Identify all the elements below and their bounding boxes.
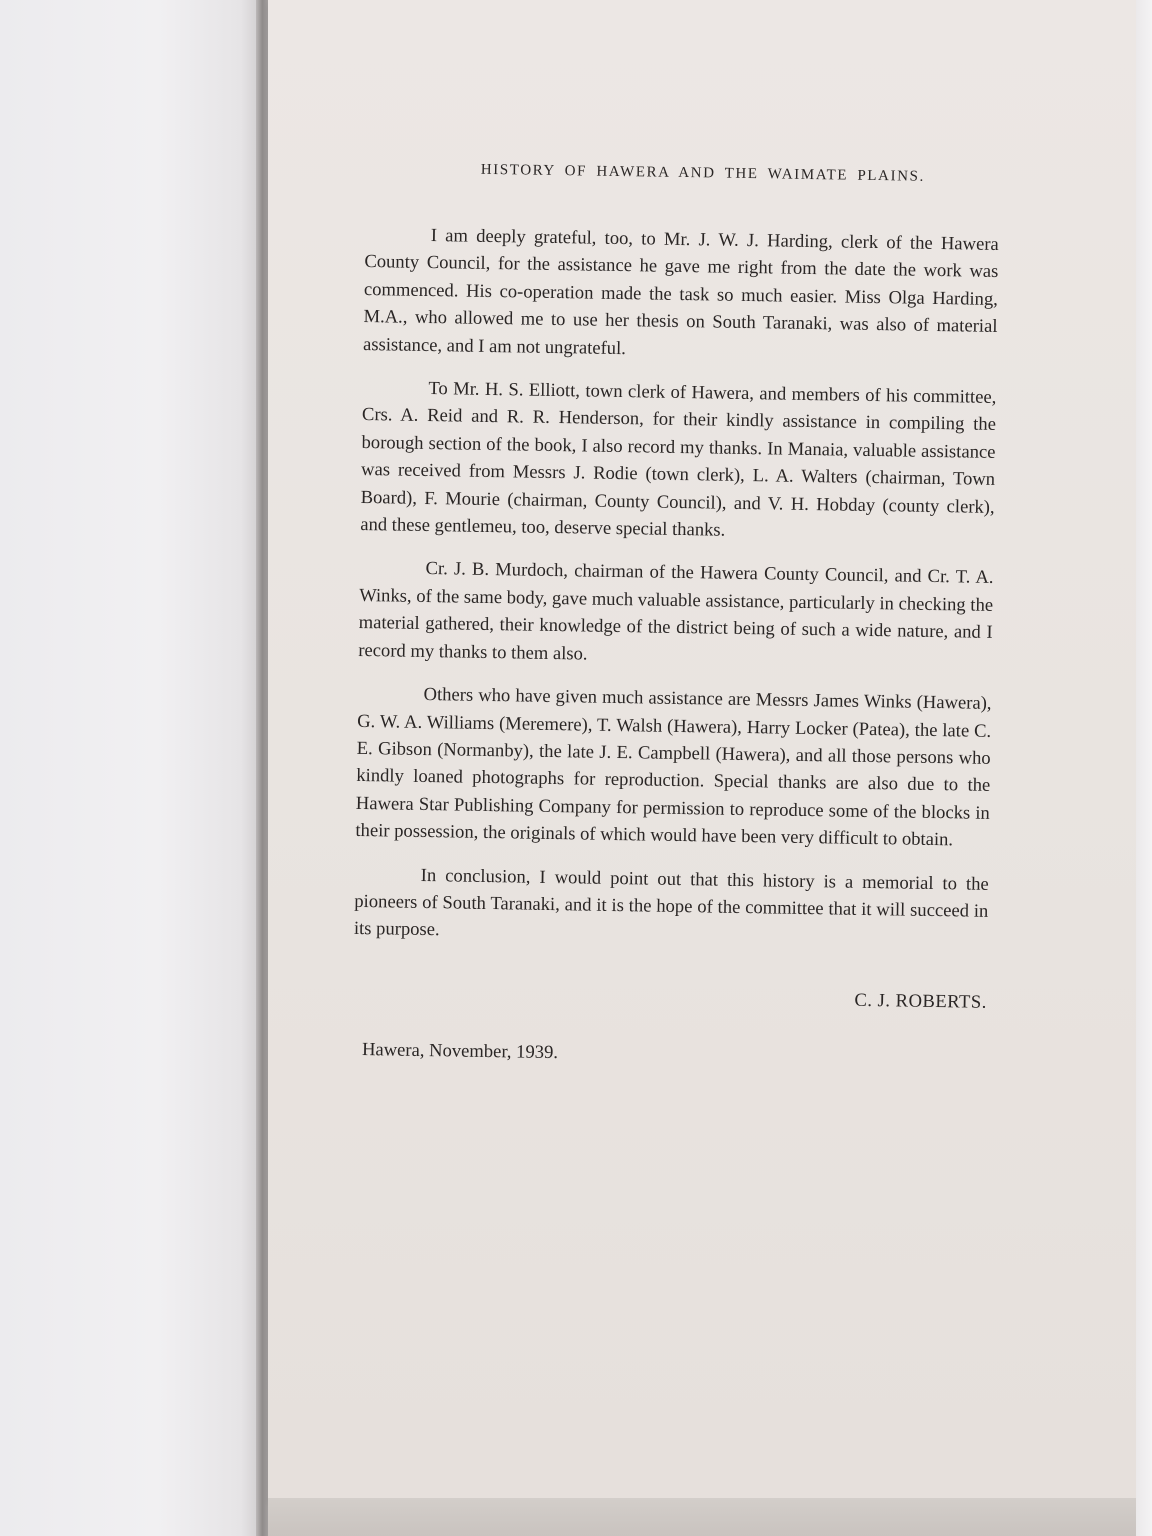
page-bottom-edge [268,1498,1152,1536]
paragraph-5: In conclusion, I would point out that this history is a memorial to the pioneers of South Taranaki, and it is the hope of the committee that it will succeed in its purpose. [353,864,989,941]
page-text [352,160,1000,1073]
left-page [0,0,262,1536]
author-signature: C. J. ROBERTS. [854,989,988,1013]
running-head: HISTORY OF HAWERA AND THE WAIMATE PLAINS. [480,161,925,185]
paragraph-4: Others who have given much assistance are Messrs James Winks (Hawera), G. W. A. Williams (Meremere), T. Walsh (Hawera), Harry Locker (Patea), the late C. E. Gibson (Normanby), the late J. E. Campbell (Hawera), and all those persons who kindly loaned photographs for reproduction. Special thanks are also due to the Hawera Star Publishing Company for permission to reproduce some of the blocks in their possession, the originals of which would have been very difficult to obtain. [355,684,992,851]
paragraph-1: I am deeply grateful, too, to Mr. J. W. J. Harding, clerk of the Hawera County Council, for the assistance he gave me right from the date the work was commenced. His co-operation made the task so much easier. Miss Olga Harding, M.A., who allowed me to use her thesis on South Taranaki, was also of material assistance, and I am not ungrateful. [362,225,999,359]
paragraph-3: Cr. J. B. Murdoch, chairman of the Hawera County Council, and Cr. T. A. Winks, of the same body, gave much valuable assistance, particularly in checking the material gathered, their knowledge of the district being of such a wide nature, and I record my thanks to them also. [358,558,994,665]
page-right-edge [1136,0,1152,1536]
paragraph-2: To Mr. H. S. Elliott, town clerk of Hawera, and members of his committee, Crs. A. Reid and R. R. Henderson, for their kindly assistance in compiling the borough section of the book, I also record my thanks. In Manaia, valuable assistance was received from Messrs J. Rodie (town clerk), L. A. Walters (chairman, Town Board), F. Mourie (chairman, County Council), and V. H. Hobday (county clerk), and these gentlemeu, too, deserve special thanks. [360,378,997,541]
dateline: Hawera, November, 1939. [361,1038,559,1063]
